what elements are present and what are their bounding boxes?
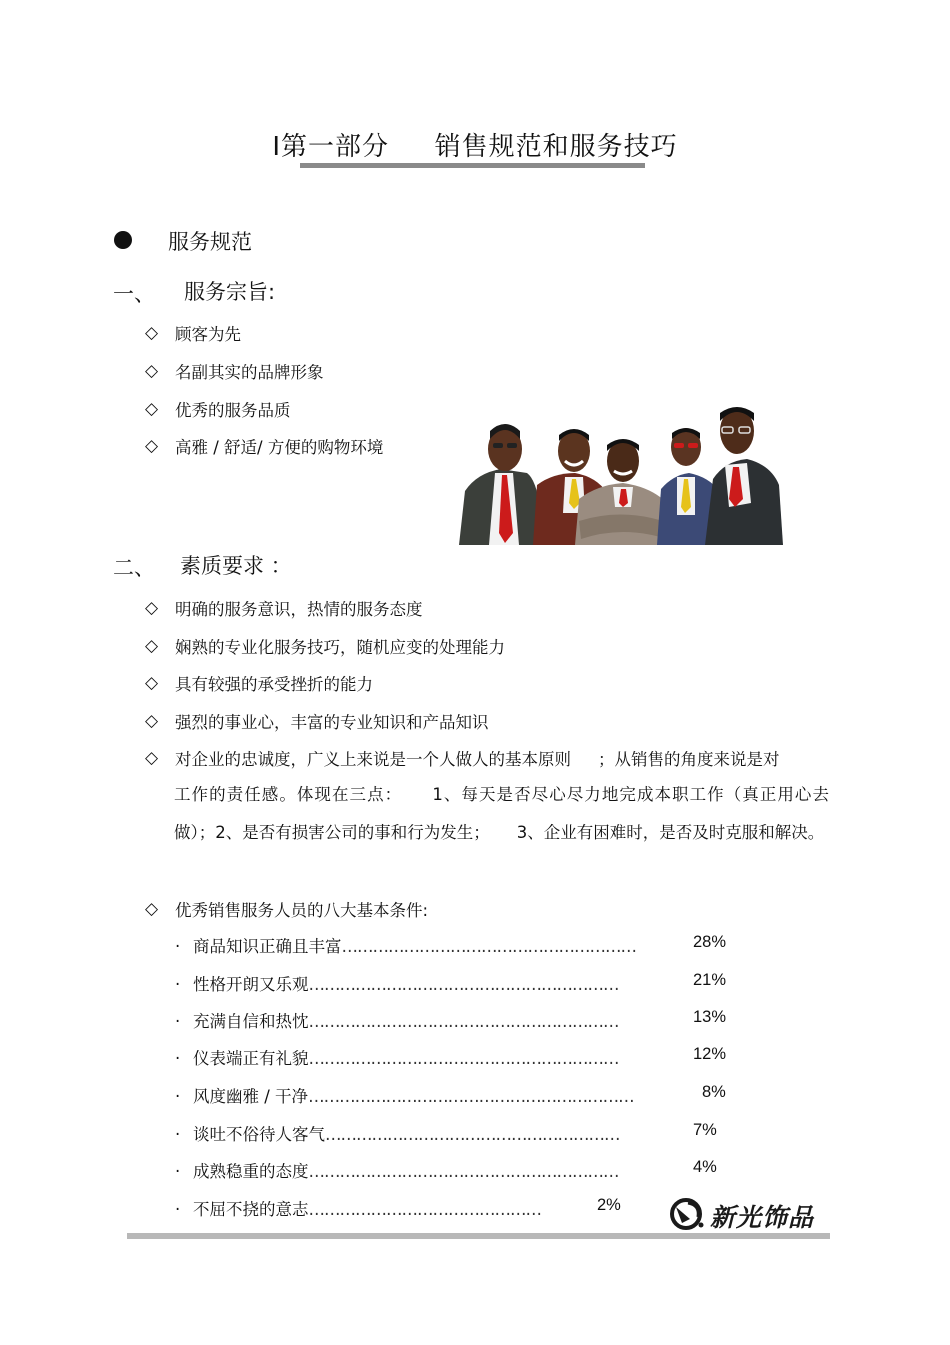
part2-item	[145, 709, 489, 733]
dot-bullet-icon: ·	[175, 1125, 181, 1144]
eight-conditions-heading	[145, 897, 428, 921]
condition-label: 风度幽雅 / 干净	[193, 1087, 309, 1106]
list-item-text: 优秀的服务品质	[175, 401, 291, 420]
part2-item	[145, 671, 373, 695]
diamond-bullet-icon: ◇	[145, 748, 159, 768]
dot-bullet-icon: ·	[175, 1049, 181, 1068]
part1-item	[145, 434, 383, 458]
section-bullet-icon	[114, 231, 132, 249]
dot-bullet-icon: ·	[175, 1162, 181, 1181]
diamond-bullet-icon: ◇	[145, 598, 159, 618]
dot-leader: ……………………………………………………	[308, 1049, 619, 1068]
diamond-bullet-icon: ◇	[145, 673, 159, 693]
loyalty-item	[145, 746, 780, 770]
condition-label: 不屈不挠的意志	[193, 1200, 309, 1219]
condition-percent: 8%	[702, 1083, 726, 1101]
condition-row	[175, 1121, 735, 1145]
condition-percent: 7%	[693, 1121, 717, 1139]
diamond-bullet-icon: ◇	[145, 436, 159, 456]
part2-heading: 素质要求 ：	[180, 554, 292, 578]
list-item-text: 明确的服务意识，热情的服务态度	[175, 600, 423, 619]
footer-rule	[127, 1233, 830, 1239]
title-underline	[300, 163, 645, 168]
condition-percent: 12%	[693, 1045, 727, 1063]
dot-leader: ………………………………………………………	[308, 1087, 634, 1106]
diamond-bullet-icon: ◇	[145, 899, 159, 919]
condition-row	[175, 1008, 735, 1032]
list-item-text: 强烈的事业心，丰富的专业知识和产品知识	[175, 713, 489, 732]
loyalty-paragraph: 工作的责任感。体现在三点： 1、每天是否尽心尽力地完成本职工作（真正用心去做）；2、是否有损害公司的事和行为发生； 3、企业有困难时，是否及时克服和解决。	[174, 785, 829, 842]
part1-item	[145, 359, 324, 383]
condition-row	[175, 1045, 735, 1069]
condition-row	[175, 1083, 735, 1107]
list-item-text: 名副其实的品牌形象	[175, 363, 324, 382]
part1-item	[145, 321, 241, 345]
list-item-text: 顾客为先	[175, 325, 241, 344]
part1-heading: 服务宗旨:	[184, 280, 276, 304]
condition-percent: 28%	[693, 933, 727, 951]
condition-row	[175, 971, 735, 995]
dot-leader: ………………………………………	[308, 1200, 541, 1219]
diamond-bullet-icon: ◇	[145, 361, 159, 381]
dot-leader: …………………………………………………	[341, 937, 636, 956]
part2-number: 二、	[113, 556, 155, 580]
part1-item	[145, 397, 291, 421]
part1-number: 一、	[113, 282, 155, 306]
dot-leader: ……………………………………………………	[308, 1162, 619, 1181]
condition-percent: 2%	[597, 1196, 621, 1214]
condition-row	[175, 1158, 735, 1182]
dot-leader: ……………………………………………………	[308, 1012, 619, 1031]
diamond-bullet-icon: ◇	[145, 399, 159, 419]
brand-logo-text: 新光饰品	[710, 1203, 815, 1232]
section-heading: 服务规范	[168, 230, 252, 254]
diamond-bullet-icon: ◇	[145, 636, 159, 656]
condition-label: 商品知识正确且丰富	[193, 937, 342, 956]
diamond-bullet-icon: ◇	[145, 711, 159, 731]
dot-leader: ……………………………………………………	[308, 975, 619, 994]
eight-conditions-title: 优秀销售服务人员的八大基本条件:	[175, 901, 429, 920]
condition-label: 充满自信和热忱	[193, 1012, 309, 1031]
list-item-text: 具有较强的承受挫折的能力	[175, 675, 373, 694]
brand-logo	[668, 1197, 830, 1231]
condition-percent: 4%	[693, 1158, 717, 1176]
dot-bullet-icon: ·	[175, 1087, 181, 1106]
dot-leader: …………………………………………………	[325, 1125, 620, 1144]
list-item-text: 高雅 / 舒适/ 方便的购物环境	[175, 438, 384, 457]
list-item-text: 娴熟的专业化服务技巧，随机应变的处理能力	[175, 638, 505, 657]
brand-emblem-icon	[668, 1197, 708, 1231]
condition-row	[175, 1196, 735, 1220]
condition-label: 成熟稳重的态度	[193, 1162, 309, 1181]
condition-label: 性格开朗又乐观	[193, 975, 309, 994]
condition-row	[175, 933, 735, 957]
business-team-illustration	[457, 403, 785, 545]
dot-bullet-icon: ·	[175, 1012, 181, 1031]
loyalty-line-1: 对企业的忠诚度，广义上来说是一个人做人的基本原则 ；从销售的角度来说是对	[175, 750, 780, 769]
dot-bullet-icon: ·	[175, 1200, 181, 1219]
diamond-bullet-icon: ◇	[145, 323, 159, 343]
condition-label: 仪表端正有礼貌	[193, 1049, 309, 1068]
condition-percent: 21%	[693, 971, 727, 989]
part2-item	[145, 634, 505, 658]
condition-percent: 13%	[693, 1008, 727, 1026]
dot-bullet-icon: ·	[175, 937, 181, 956]
dot-bullet-icon: ·	[175, 975, 181, 994]
page-title: Ⅰ第一部分 销售规范和服务技巧	[272, 132, 678, 162]
condition-label: 谈吐不俗待人客气	[193, 1125, 325, 1144]
part2-item	[145, 596, 423, 620]
